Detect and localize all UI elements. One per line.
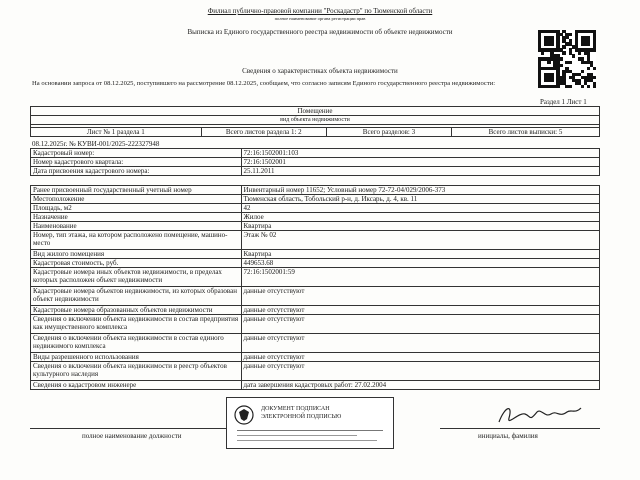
permitted-use-label: Виды разрешенного использования xyxy=(31,353,242,362)
quarter-label: Номер кадастрового квартала: xyxy=(31,158,242,167)
cost-label: Кадастровая стоимость, руб. xyxy=(31,259,242,268)
heritage-value: данные отсутствуют xyxy=(241,362,599,381)
source-objects-value: данные отсутствуют xyxy=(241,287,599,306)
assign-date-label: Дата присвоения кадастрового номера: xyxy=(31,167,242,176)
source-objects-label: Кадастровые номера объектов недвижимости, из которых образован объект недвижимости xyxy=(31,287,242,306)
extract-number: 08.12.2025г. № КУВИ-001/2025-222327948 xyxy=(32,140,160,148)
org-caption: полное наименование органа регистрации прав xyxy=(274,16,366,21)
sheet-number: Лист № 1 раздела 1 xyxy=(31,128,202,137)
emblem-icon xyxy=(233,404,255,426)
name-value: Квартира xyxy=(241,222,599,231)
total-sections: Всего разделов: 3 xyxy=(326,128,451,137)
derived-objects-label: Кадастровые номера образованных объектов недвижимости xyxy=(31,306,242,315)
dwelling-type-label: Вид жилого помещения xyxy=(31,250,242,259)
prev-number-value: Инвентарный номер 11652; Условный номер 72-72-04/029/2006-373 xyxy=(241,186,599,195)
permitted-use-value: данные отсутствуют xyxy=(241,353,599,362)
purpose-value: Жилое xyxy=(241,213,599,222)
location-label: Местоположение xyxy=(31,195,242,204)
cadastral-label: Кадастровый номер: xyxy=(31,149,242,158)
stamp-line2: ЭЛЕКТРОННОЙ ПОДПИСЬЮ xyxy=(261,414,342,420)
cadastral-value: 72:16:1502001:103 xyxy=(241,149,599,158)
qr-code xyxy=(538,30,596,88)
location-value: Тюменская область, Тобольский р-н, д. Иксарь, д. 4, кв. 11 xyxy=(241,195,599,204)
derived-objects-value: данные отсутствуют xyxy=(241,306,599,315)
object-type-caption: вид объекта недвижимости xyxy=(31,116,600,125)
heritage-label: Сведения о включении объекта недвижимости в реестр объектов культурного наследия xyxy=(31,362,242,381)
engineer-value: дата завершения кадастровых работ: 27.02.2004 xyxy=(241,381,599,390)
characteristics-table xyxy=(30,185,600,390)
engineer-label: Сведения о кадастровом инженере xyxy=(31,381,242,390)
complex-value: данные отсутствуют xyxy=(241,334,599,353)
cost-value: 449653.68 xyxy=(241,259,599,268)
name-caption: инициалы, фамилия xyxy=(478,432,538,440)
object-header-table xyxy=(30,106,600,137)
basis-text: На основании запроса от 08.12.2025, поступившего на рассмотрение 08.12.2025, сообщаем, что согласно записям Единого государственного реестра недвижимости: xyxy=(32,80,496,87)
floor-value: Этаж № 02 xyxy=(241,231,599,250)
name-label: Наименование xyxy=(31,222,242,231)
parent-objects-label: Кадастровые номера иных объектов недвижимости, в пределах которых расположен объект недвижимости xyxy=(31,268,242,287)
section-label: Раздел 1 Лист 1 xyxy=(540,98,587,106)
enterprise-value: данные отсутствуют xyxy=(241,315,599,334)
object-type: Помещение xyxy=(31,107,600,116)
parent-objects-value: 72:16:1502001:59 xyxy=(241,268,599,287)
complex-label: Сведения о включении объекта недвижимости в состав единого недвижимого комплекса xyxy=(31,334,242,353)
cadastral-table xyxy=(30,148,600,176)
signature xyxy=(495,400,585,430)
document-title: Выписка из Единого государственного реестра недвижимости об объекте недвижимости xyxy=(187,28,453,36)
total-extract-sheets: Всего листов выписки: 5 xyxy=(452,128,600,137)
org-name: Филиал публично-правовой компании "Роскадастр" по Тюменской области xyxy=(207,7,433,15)
total-sheets: Всего листов раздела 1: 2 xyxy=(201,128,326,137)
position-caption: полное наименование должности xyxy=(82,432,182,440)
dwelling-type-value: Квартира xyxy=(241,250,599,259)
prev-number-label: Ранее присвоенный государственный учетный номер xyxy=(31,186,242,195)
stamp-line1: ДОКУМЕНТ ПОДПИСАН xyxy=(261,406,330,412)
enterprise-label: Сведения о включении объекта недвижимости в состав предприятия как имущественного комплекса xyxy=(31,315,242,334)
e-signature-stamp xyxy=(226,397,394,449)
section-title: Сведения о характеристиках объекта недвижимости xyxy=(242,67,398,75)
area-label: Площадь, м2 xyxy=(31,204,242,213)
quarter-value: 72:16:1502001 xyxy=(241,158,599,167)
area-value: 42 xyxy=(241,204,599,213)
floor-label: Номер, тип этажа, на котором расположено помещение, машино-место xyxy=(31,231,242,250)
purpose-label: Назначение xyxy=(31,213,242,222)
assign-date-value: 25.11.2011 xyxy=(241,167,599,176)
